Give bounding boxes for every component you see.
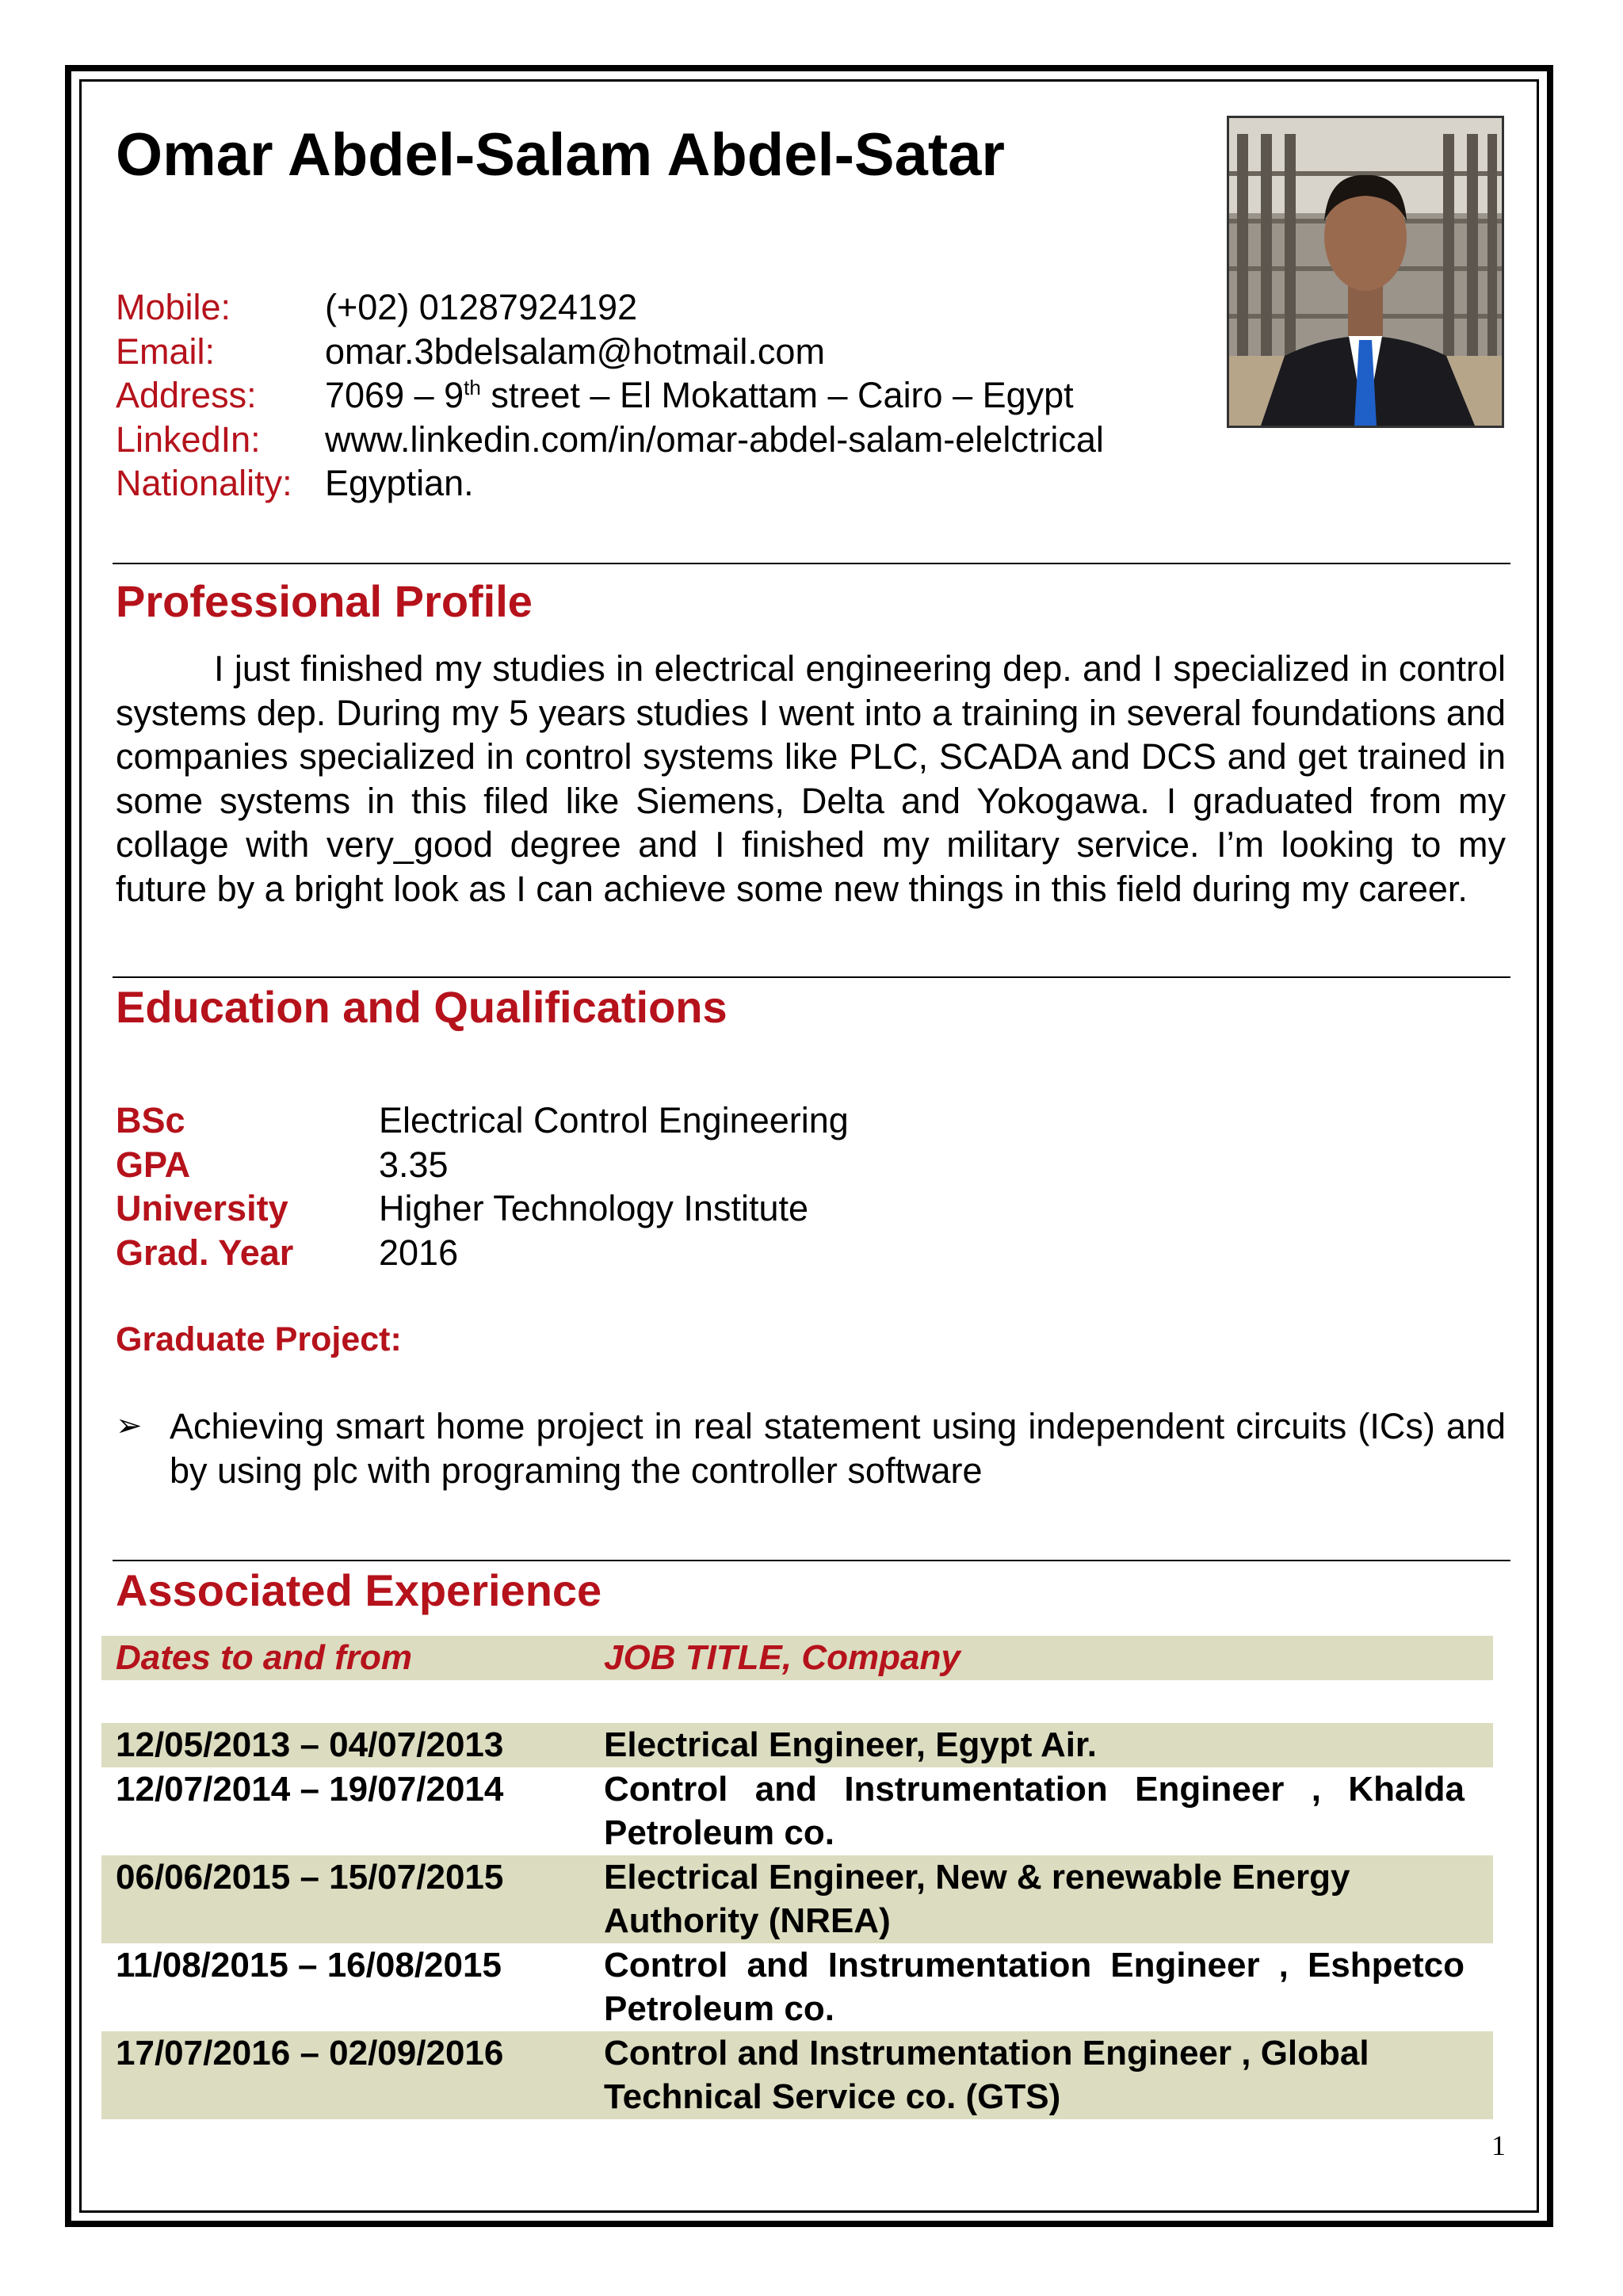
- address-value-part: 7069 – 9: [325, 375, 464, 415]
- job-title: Electrical Engineer, Egypt Air.: [604, 1725, 1097, 1764]
- email-value: omar.3bdelsalam@hotmail.com: [325, 330, 825, 372]
- university-label: University: [116, 1188, 288, 1228]
- table-row: [101, 1767, 1493, 1855]
- email-label: Email:: [116, 330, 216, 372]
- gpa-label: GPA: [116, 1144, 191, 1185]
- contact-row-linkedin: [116, 418, 1104, 462]
- contact-row-nationality: [116, 461, 1104, 506]
- address-value: [325, 373, 1074, 418]
- contact-row-email: [116, 330, 1104, 374]
- graduate-project-label: Graduate Project:: [116, 1320, 402, 1358]
- job-dates: 12/07/2014 – 19/07/2014: [116, 1769, 504, 1809]
- contact-row-mobile: [116, 285, 1104, 330]
- candidate-name: Omar Abdel-Salam Abdel-Satar: [116, 121, 1006, 189]
- address-label: Address:: [116, 375, 257, 415]
- address-value-rest: street – El Mokattam – Cairo – Egypt: [480, 375, 1074, 415]
- job-title: Control and Instrumentation Engineer , Khalda Petroleum co.: [604, 1769, 1465, 1852]
- address-ordinal-suffix: th: [464, 376, 481, 399]
- profile-section-title: Professional Profile: [116, 576, 533, 626]
- job-title: Control and Instrumentation Engineer , Eshpetco Petroleum co.: [604, 1945, 1465, 2028]
- table-spacer: [101, 1680, 1493, 1723]
- degree-label: BSc: [116, 1100, 185, 1140]
- grad-year-value: 2016: [379, 1232, 459, 1273]
- education-row: [116, 1186, 849, 1231]
- section-divider: [113, 976, 1510, 978]
- job-dates: 17/07/2016 – 02/09/2016: [116, 2033, 504, 2073]
- mobile-label: Mobile:: [116, 287, 231, 327]
- profile-paragraph: [116, 647, 1506, 911]
- contact-details: [116, 285, 1104, 506]
- table-row: [101, 1855, 1493, 1943]
- education-row: [116, 1231, 849, 1275]
- table-row: [101, 1943, 1493, 2031]
- linkedin-value[interactable]: www.linkedin.com/in/omar-abdel-salam-elelctrical: [325, 418, 1104, 460]
- graduate-project-text: Achieving smart home project in real statement using independent circuits (ICs) and by using plc with programing the controller software: [170, 1406, 1506, 1491]
- profile-photo-image: [1229, 118, 1502, 426]
- profile-photo: [1227, 116, 1504, 428]
- job-title: Electrical Engineer, New & renewable Energy Authority (NREA): [604, 1857, 1350, 1940]
- gpa-value: 3.35: [379, 1144, 449, 1185]
- graduate-project-bullet: [116, 1404, 1506, 1492]
- profile-text: I just finished my studies in electrical engineering dep. and I specialized in control systems dep. During my 5 years studies I went into a training in several foundations and companies specialized in control systems like PLC, SCADA and DCS and get trained in some systems in this filed like Siemens, Delta and Yokogawa. I graduated from my collage with very_good degree and I finished my military service. I’m looking to my future by a bright look as I can achieve some new things in this field during my career.: [116, 648, 1506, 909]
- job-column-header: JOB TITLE, Company: [604, 1638, 960, 1677]
- job-dates: 11/08/2015 – 16/08/2015: [116, 1945, 502, 1985]
- experience-section-title: Associated Experience: [116, 1565, 602, 1615]
- experience-table-header: [101, 1636, 1493, 1680]
- arrow-bullet-icon: ➢: [116, 1408, 143, 1443]
- job-dates: 12/05/2013 – 04/07/2013: [116, 1725, 504, 1764]
- linkedin-label: LinkedIn:: [116, 418, 261, 460]
- page-number: 1: [1491, 2130, 1506, 2161]
- education-row: [116, 1098, 849, 1143]
- university-value: Higher Technology Institute: [379, 1188, 808, 1228]
- education-section-title: Education and Qualifications: [116, 982, 727, 1032]
- job-title: Control and Instrumentation Engineer , Global Technical Service co. (GTS): [604, 2033, 1369, 2116]
- experience-table: [101, 1636, 1493, 2119]
- dates-column-header: Dates to and from: [116, 1638, 413, 1677]
- education-row: [116, 1143, 849, 1187]
- section-divider: [113, 563, 1510, 564]
- mobile-value: (+02) 01287924192: [325, 287, 638, 327]
- table-row: [101, 1723, 1493, 1767]
- section-divider: [113, 1560, 1510, 1561]
- nationality-label: Nationality:: [116, 463, 292, 503]
- degree-value: Electrical Control Engineering: [379, 1100, 849, 1140]
- table-row: [101, 2031, 1493, 2119]
- contact-row-address: [116, 373, 1104, 418]
- job-dates: 06/06/2015 – 15/07/2015: [116, 1857, 504, 1897]
- grad-year-label: Grad. Year: [116, 1232, 294, 1273]
- education-details: [116, 1098, 849, 1274]
- nationality-value: Egyptian.: [325, 463, 474, 503]
